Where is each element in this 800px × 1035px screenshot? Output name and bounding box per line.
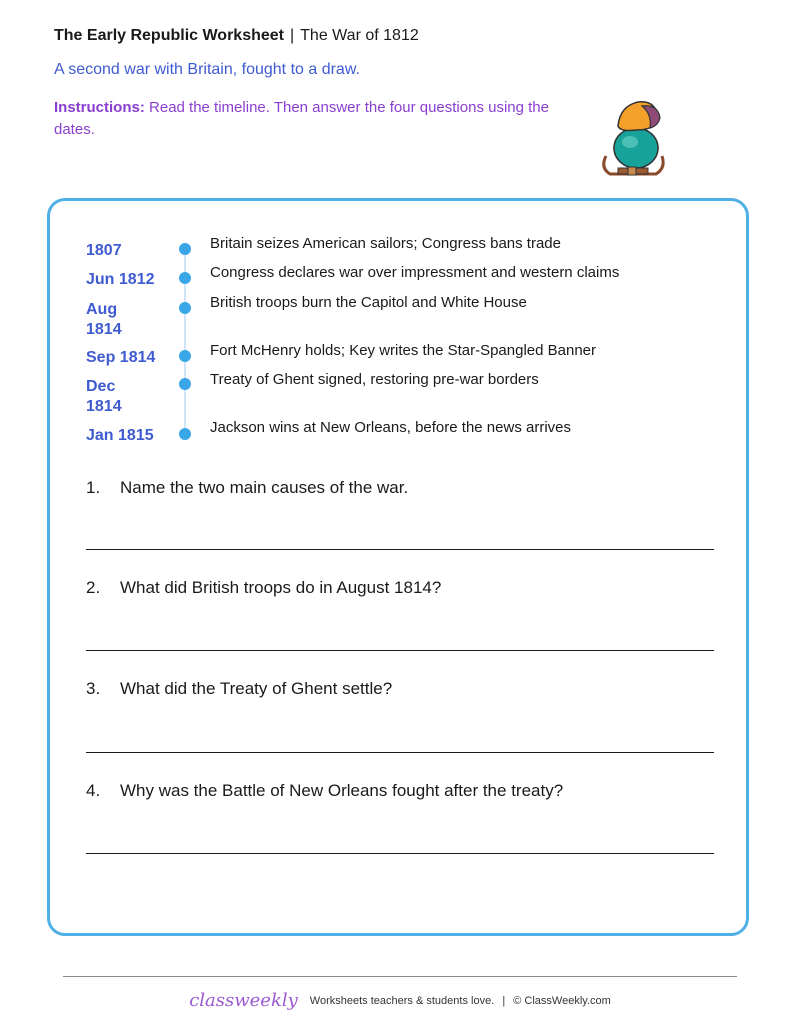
footer [0,990,800,1011]
question-3: 3. What did the Treaty of Ghent settle? [86,679,393,698]
timeline-dot [179,378,191,390]
timeline-date: 1807 [86,242,122,259]
timeline-date: Jun 1812 [86,271,155,288]
footer-copyright: © ClassWeekly.com [513,995,611,1007]
timeline-date: Jan 1815 [86,427,154,444]
answer-line-1[interactable] [86,549,714,550]
question-1: 1. Name the two main causes of the war. [86,478,409,497]
timeline-date: Sep 1814 [86,349,156,366]
timeline-event: Britain seizes American sailors; Congress bans trade [210,235,561,252]
timeline-date: Dec 1814 [86,378,122,415]
timeline-event: Jackson wins at New Orleans, before the news arrives [210,419,571,436]
worksheet-title [54,27,419,45]
timeline-date: Aug 1814 [86,301,122,338]
timeline-event: British troops burn the Capitol and White House [210,294,527,311]
answer-line-4[interactable] [86,853,714,854]
footer-separator: | [502,995,506,1007]
timeline-event: Congress declares war over impressment and western claims [210,264,620,281]
worksheet-series: The Early Republic Worksheet [54,27,284,44]
footer-tagline: Worksheets teachers & students love. [309,995,495,1007]
timeline-dot [179,428,191,440]
timeline-event: Treaty of Ghent signed, restoring pre-war borders [210,371,539,388]
worksheet-topic: The War of 1812 [300,27,419,44]
timeline-dot [179,302,191,314]
footer-rule [63,976,737,977]
timeline-dot [179,243,191,255]
title-separator: | [290,27,295,44]
canteen-icon [596,96,672,178]
answer-line-2[interactable] [86,650,714,651]
instructions [54,97,554,141]
timeline-event: Fort McHenry holds; Key writes the Star-Spangled Banner [210,342,597,359]
timeline-dot [179,272,191,284]
brand-logo: classweekly [189,990,298,1011]
instructions-text: Read the timeline. Then answer the four questions using the dates. [54,99,549,138]
question-4: 4. Why was the Battle of New Orleans fought after the treaty? [86,781,564,800]
question-2: 2. What did British troops do in August 1814? [86,578,442,597]
timeline-dot [179,350,191,362]
worksheet-subtitle: A second war with Britain, fought to a draw. [54,61,360,78]
instructions-label: Instructions: [54,99,145,116]
answer-line-3[interactable] [86,752,714,753]
